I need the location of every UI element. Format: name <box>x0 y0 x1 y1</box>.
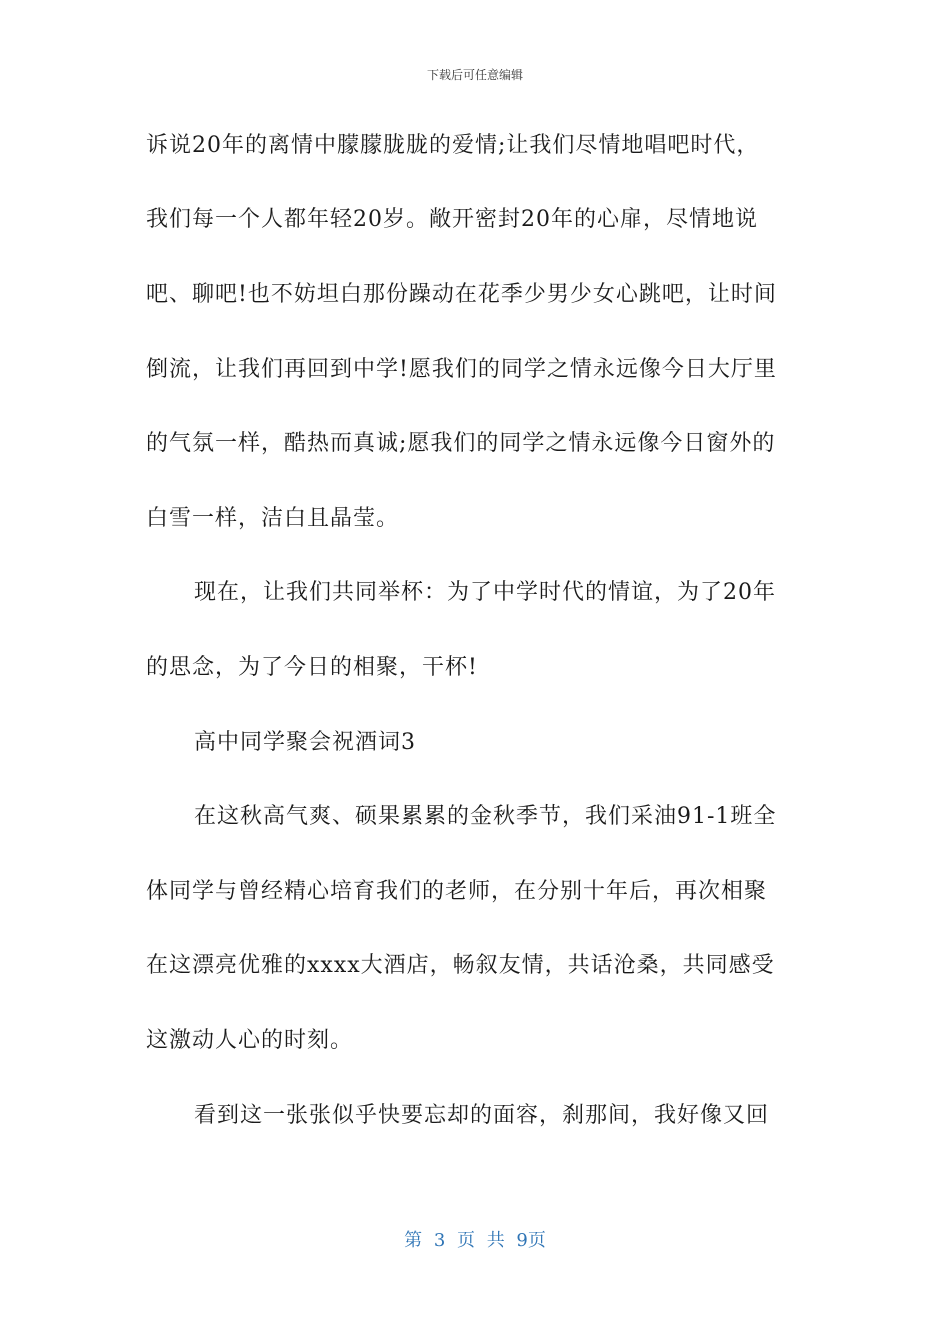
body-line: 的思念，为了今日的相聚，干杯! <box>146 655 478 680</box>
body-line: 这激动人心的时刻。 <box>146 1028 354 1053</box>
body-line: 体同学与曾经精心培育我们的老师，在分别十年后，再次相聚 <box>146 879 768 904</box>
body-line: 在这秋高气爽、硕果累累的金秋季节，我们采油91-1班全 <box>194 804 777 829</box>
body-line: 倒流，让我们再回到中学!愿我们的同学之情永远像今日大厅里 <box>146 357 777 382</box>
body-line: 吧、聊吧!也不妨坦白那份躁动在花季少男少女心跳吧，让时间 <box>146 282 777 307</box>
section-heading: 高中同学聚会祝酒词3 <box>194 730 416 755</box>
body-line: 白雪一样，洁白且晶莹。 <box>146 506 400 531</box>
body-line: 看到这一张张似乎快要忘却的面容，刹那间，我好像又回 <box>194 1103 770 1128</box>
page-number-footer: 第 3 页 共 9页 <box>404 1230 546 1251</box>
body-line: 诉说20年的离情中朦朦胧胧的爱情;让我们尽情地唱吧时代， <box>146 133 760 158</box>
body-line: 在这漂亮优雅的xxxx大酒店，畅叙友情，共话沧桑，共同感受 <box>146 953 775 978</box>
body-line: 的气氛一样，酷热而真诚;愿我们的同学之情永远像今日窗外的 <box>146 431 776 456</box>
page-header-note: 下载后可任意编辑 <box>426 68 523 82</box>
body-line: 我们每一个人都年轻20岁。敞开密封20年的心扉，尽情地说 <box>146 207 758 232</box>
body-line: 现在，让我们共同举杯：为了中学时代的情谊，为了20年 <box>194 580 776 605</box>
